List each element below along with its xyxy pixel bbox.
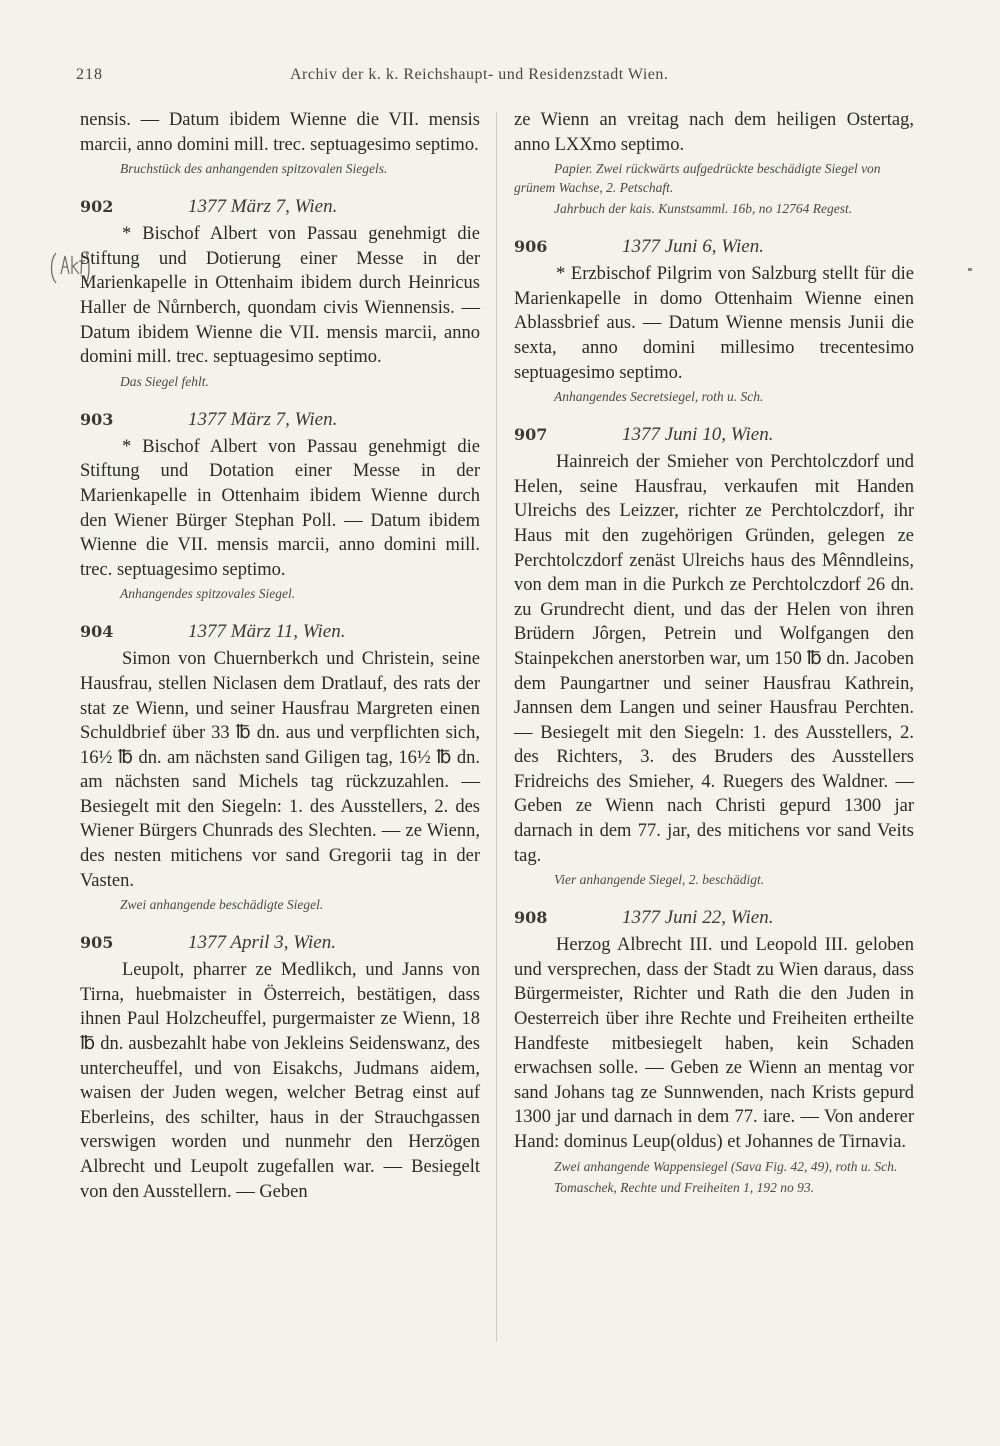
entry-date: 1377 Juni 22, Wien. — [622, 907, 774, 929]
entry-note: Bruchstück des anhangenden spitzovalen Siegels. — [120, 161, 388, 177]
entry-number: 903 — [80, 409, 114, 429]
entry-note: Anhangendes Secretsiegel, roth u. Sch. — [554, 389, 764, 405]
entry-date: 1377 Juni 6, Wien. — [622, 236, 764, 258]
entry-number: 908 — [514, 908, 548, 928]
entry-note: Zwei anhangende beschädigte Siegel. — [120, 897, 324, 913]
entry-number: 904 — [80, 622, 114, 642]
entry-number: 906 — [514, 237, 548, 257]
entry-date: 1377 März 7, Wien. — [188, 196, 338, 218]
entry-902 — [80, 192, 480, 391]
entry-text: Leupolt, pharrer ze Medlikch, und Janns von Tirna, huebmaister in Österreich, bestätigen, dass ihnen Paul Holzcheuffel, purgermaister ze Wienn, 18 ℔ dn. ausbezahlt habe von Jekleins Seidenswanz, des untercheuffel, und von Eisakchs, Judmans aidem, waisen der Juden wegen, welcher Betrag einst auf Eberleins, des schilter, haus in der Strauchgassen verswigen worden und nunmehr den Herzögen Albrecht und Leupolt zugefallen war. — Besiegelt von den Ausstellern. — Geben — [80, 960, 480, 1202]
entry-number: 905 — [80, 933, 114, 953]
scan-speck — [968, 268, 972, 271]
entry-note: Anhangendes spitzovales Siegel. — [120, 586, 296, 602]
entry-908 — [514, 903, 914, 1196]
continuation-right — [514, 108, 914, 218]
page-number: 218 — [76, 66, 103, 83]
entry-date: 1377 März 7, Wien. — [188, 408, 338, 430]
entry-note: Tomaschek, Rechte und Freiheiten 1, 192 no 93. — [554, 1179, 814, 1195]
entry-904 — [80, 617, 480, 914]
entry-date: 1377 April 3, Wien. — [188, 932, 336, 954]
entry-date: 1377 März 11, Wien. — [188, 621, 346, 643]
continuation-text: nensis. — Datum ibidem Wienne die VII. mensis marcii, anno domini mill. trec. septuagesimo septimo. — [80, 110, 480, 155]
entry-note: Jahrbuch der kais. Kunstsamml. 16b, no 12764 Regest. — [554, 201, 853, 217]
entry-note: Zwei anhangende Wappensiegel (Sava Fig. 42, 49), roth u. Sch. — [554, 1158, 898, 1174]
entry-text: Hainreich der Smieher von Perchtolczdorf und Helen, seine Hausfrau, verkaufen mit Handen Ulreichs des Leizzer, richter ze Perchtolczdorf, ihr Haus mit den zugehörigen Gründen, gelegen ze Perchtolczdorf zenäst Ulreichs haus des Mênndleins, von dem man in die Purkch ze Perchtolczdorf 26 dn. zu Grundrecht dient, und das der Helen von ihren Brüdern Jôrgen, Petrein und Wolfgangen den Stainpekchen anerstorben war, um 150 ℔ dn. Jacoben dem Paungartner und seiner Hausfrau Kathrein, Jannsen dem Langen und seiner Hausfrau Perchten. — Besiegelt mit den Siegeln: 1. des Ausstellers, 2. des Richters, 3. des Bruders des Ausstellers Fridreichs des Smieher, 4. Ruegers des Waldner. — Geben ze Wienn nach Christi gepurd 1300 jar darnach in dem 77. jar, des mitichens vor sand Veits tag. — [514, 452, 914, 866]
column-divider — [496, 112, 497, 1342]
continuation-left — [80, 108, 480, 178]
entry-note: Das Siegel fehlt. — [120, 373, 209, 389]
entry-number: 902 — [80, 197, 114, 217]
entry-903 — [80, 405, 480, 604]
entry-text: * Erzbischof Pilgrim von Salzburg stellt für die Marienkapelle in domo Ottenhaim Wienne einen Ablassbrief aus. — Datum Wienne mensis Junii die sexta, anno domini millesimo trecentesimo septuagesimo septimo. — [514, 264, 914, 383]
entry-text: Herzog Albrecht III. und Leopold III. geloben und versprechen, dass der Stadt zu Wien daraus, dass Bürgermeister, Richter und Rath die den Juden in Oesterreich über ihre Rechte und Freiheiten ertheilte Handfeste mitbesiegelt haben, kein Schaden erwachsen solle. — Geben ze Wienn an mentag vor sand Johans tag ze Sunnwenden, nach Krists gepurd 1300 jar und darnach in dem 77. iare. — Von anderer Hand: dominus Leup(oldus) et Johannes de Tirnavia. — [514, 935, 914, 1152]
entry-note: Papier. Zwei rückwärts aufgedrückte beschädigte Siegel von grünem Wachse, 2. Petschaft. — [514, 161, 881, 196]
entry-note: Vier anhangende Siegel, 2. beschädigt. — [554, 872, 765, 888]
entry-905 — [80, 928, 480, 1204]
right-column — [514, 108, 914, 1211]
continuation-text: ze Wienn an vreitag nach dem heiligen Ostertag, anno LXXmo septimo. — [514, 110, 914, 155]
entry-907 — [514, 420, 914, 889]
entry-date: 1377 Juni 10, Wien. — [622, 424, 774, 446]
entry-text: * Bischof Albert von Passau genehmigt die Stiftung und Dotation einer Messe in der Marienkapelle in Ottenhaim ibidem Wienne durch den Wiener Bürger Stephan Poll. — Datum ibidem Wienne die VII. mensis marcii, anno domini mill. trec. septuagesimo septimo. — [80, 436, 480, 580]
entry-text: Simon von Chuernberkch und Christein, seine Hausfrau, stellen Niclasen dem Dratlauf, des rats der stat ze Wienn, und seiner Hausfrau Margreten einen Schuldbrief über 33 ℔ dn. aus und verpflichten sich, 16½ ℔ dn. am nächsten sand Giligen tag, 16½ ℔ dn. am nächsten sand Michels tag rückzuzahlen. — Besiegelt mit den Siegeln: 1. des Ausstellers, 2. des Wiener Bürgers Chunrads des Slechten. — ze Wienn, des nesten mitichens vor sand Gregorii tag in der Vasten. — [80, 649, 480, 891]
running-title: Archiv der k. k. Reichshaupt- und Residenzstadt Wien. — [290, 66, 669, 83]
entry-number: 907 — [514, 425, 548, 445]
entry-906 — [514, 232, 914, 406]
entry-text: * Bischof Albert von Passau genehmigt die Stiftung und Dotierung einer Messe in der Marienkapelle in Ottenhaim ibidem durch Heinricus Haller de Nůrnberch, quondam civis Wiennensis. — Datum ibidem Wienne die VII. mensis marcii, anno domini mill. trec. septuagesimo septimo. — [80, 224, 480, 368]
left-column — [80, 108, 480, 1218]
